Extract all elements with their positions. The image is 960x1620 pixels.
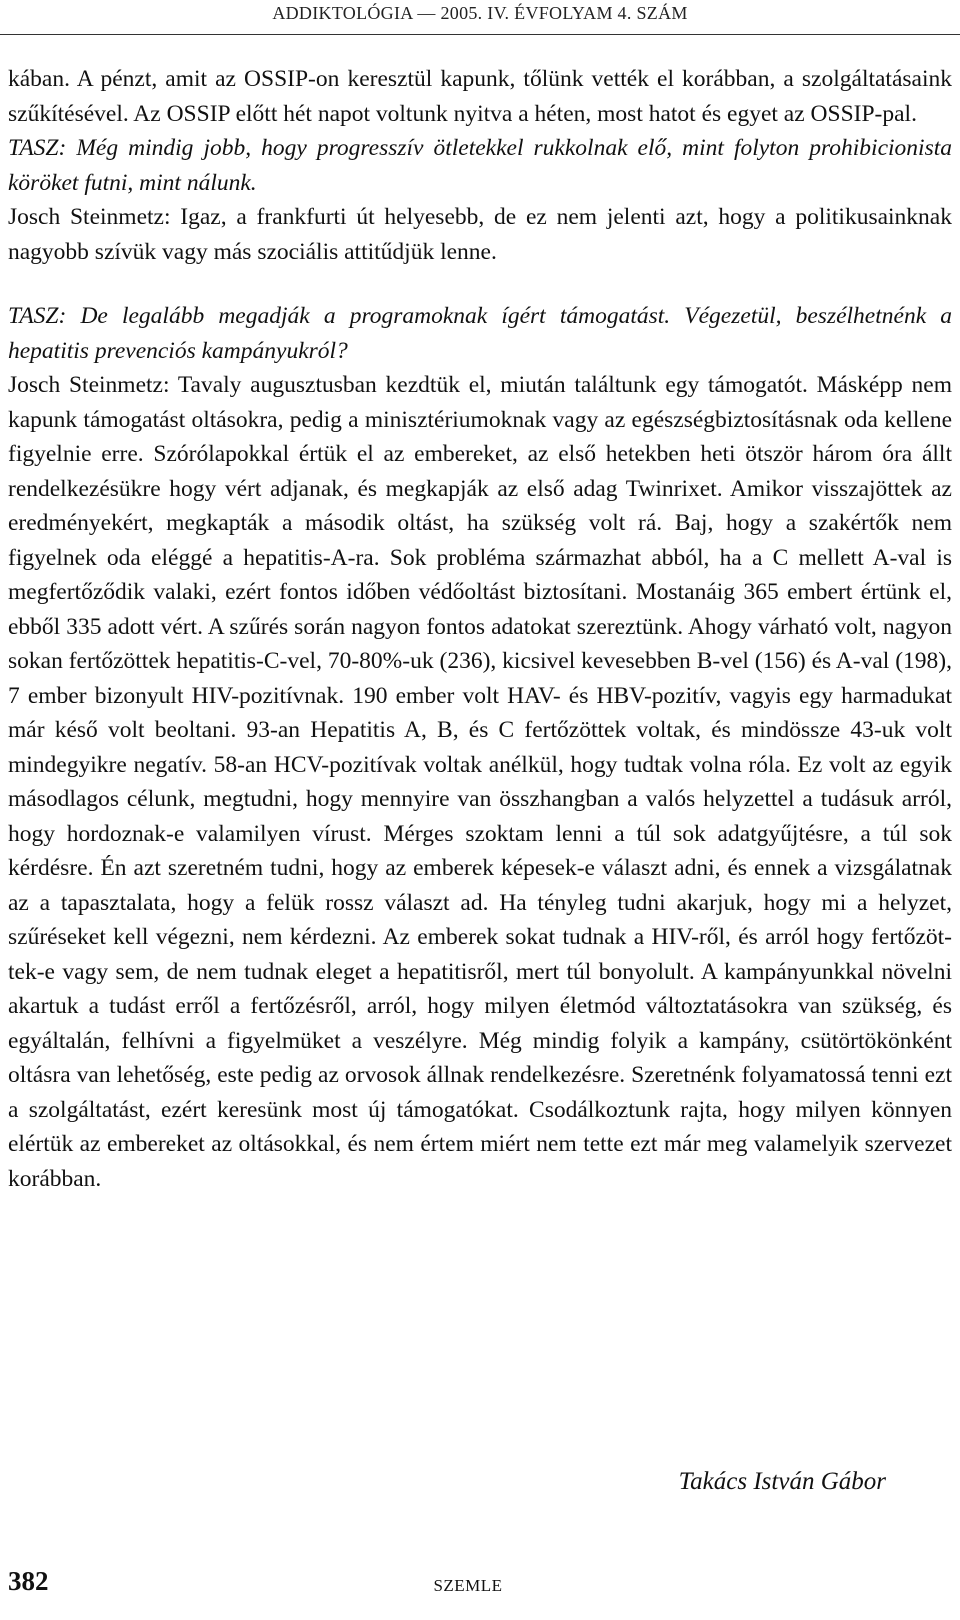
author-signature: Takács István Gábor xyxy=(678,1468,886,1495)
paragraph-answer: Josch Steinmetz: Tavaly augusztusban kezdtük el, miután találtunk egy támogatót. Másképp nem kapunk támogatást oltásokra, pedig a minisztériumoknak vagy az egészségbiztosításnak oda kellene figyelnie erre. Szórólapokkal értük el az embereket, az első hetekben heti ötször három óra állt rendelkezésükre hogy vért adjanak, és megkapják az első adag Twinrixet. Amikor visszajöttek az eredményekért, megkapták a második oltást, ha szükség volt rá. Baj, hogy a szakértők nem figyelnek oda eléggé a hepatitis-A-ra. Sok probléma származhat abból, ha a C mellett A-val is megfertőződik valaki, ezért fontos időben védőoltást biztosítani. Mostanáig 365 embert értünk el, ebből 335 adott vért. A szűrés során nagyon fontos adatokat szereztünk. Ahogy várható volt, nagyon sokan fertőzöttek hepatitis-C-vel, 70-80%-uk (236), kicsivel kevesebben B-vel (156) és A-val (198), 7 ember bizonyult HIV-pozitívnak. 190 ember volt HAV- és HBV-pozitív, vagyis egy harmadukat már késő volt beoltani. 93-an Hepatitis A, B, és C fertőzöttek voltak, és mindössze 43-uk volt mindegyikre negatív. 58-an HCV-pozitívak voltak anélkül, hogy tudtak volna róla. Ez volt az egyik másodlagos célunk, megtudni, hogy mennyire van összhangban a valós helyzettel a tudásuk arról, hogy hordoznak-e valamilyen vírust. Mérges szoktam lenni a túl sok adatgyűjtésre, a túl sok kérdésre. Én azt szeretném tudni, hogy az emberek képesek-e választ adni, és ennek a vizsgálatnak az a tapasztalata, hogy a felük rossz választ ad. Ha tényleg tudni akarjuk, hogy mi a helyzet, szűréseket kell végezni, nem kérdezni. Az emberek sokat tudnak a HIV-ről, és arról hogy fertőzöttek-e vagy sem, de nem tudnak eleget a hepatitisről, mert túl bonyolult. A kampányunkkal növelni akartuk a tudást erről a fertőzésről, arról, hogy milyen életmód változtatásokra van szükség, és egyáltalán, felhívni a figyelmüket a veszélyre. Még mindig folyik a kampány, csütörtökönként oltásra van lehetőség, este pedig az orvosok állnak rendelkezésre. Szeretnénk folyamatossá tenni ezt a szolgáltatást, ezért keresünk most új támogatókat. Csodálkoztunk rajta, hogy milyen könnyen elértük az embereket az oltásokkal, és nem értem miért nem tette ezt már meg valamelyik szervezet korábban. xyxy=(8,372,952,1192)
article-body xyxy=(8,62,952,1196)
paragraph-answer: kában. A pénzt, amit az OSSIP-on keresztül kapunk, tőlünk vették el korábban, a szolgáltatásaink szűkítésével. Az OSSIP előtt hét napot voltunk nyitva a héten, most hatot és egyet az OSSIP-pal. xyxy=(8,66,952,127)
page-number: 382 xyxy=(8,1566,49,1596)
paragraph-answer: Josch Steinmetz: Igaz, a frankfurti út helyesebb, de ez nem jelenti azt, hogy a politikusainknak nagyobb szívük vagy más szociális attitűdjük lenne. xyxy=(8,204,952,265)
running-header: ADDIKTOLÓGIA — 2005. IV. ÉVFOLYAM 4. SZÁM xyxy=(0,3,960,35)
section-label: SZEMLE xyxy=(433,1576,503,1595)
paragraph-question: TASZ: De legalább megadják a programoknak ígért támogatást. Végezetül, beszélhetnénk a hepatitis prevenciós kampányukról? xyxy=(8,303,952,364)
paragraph-question: TASZ: Még mindig jobb, hogy progresszív ötletekkel rukkolnak elő, mint folyton prohibicionista köröket futni, mint nálunk. xyxy=(8,135,952,196)
